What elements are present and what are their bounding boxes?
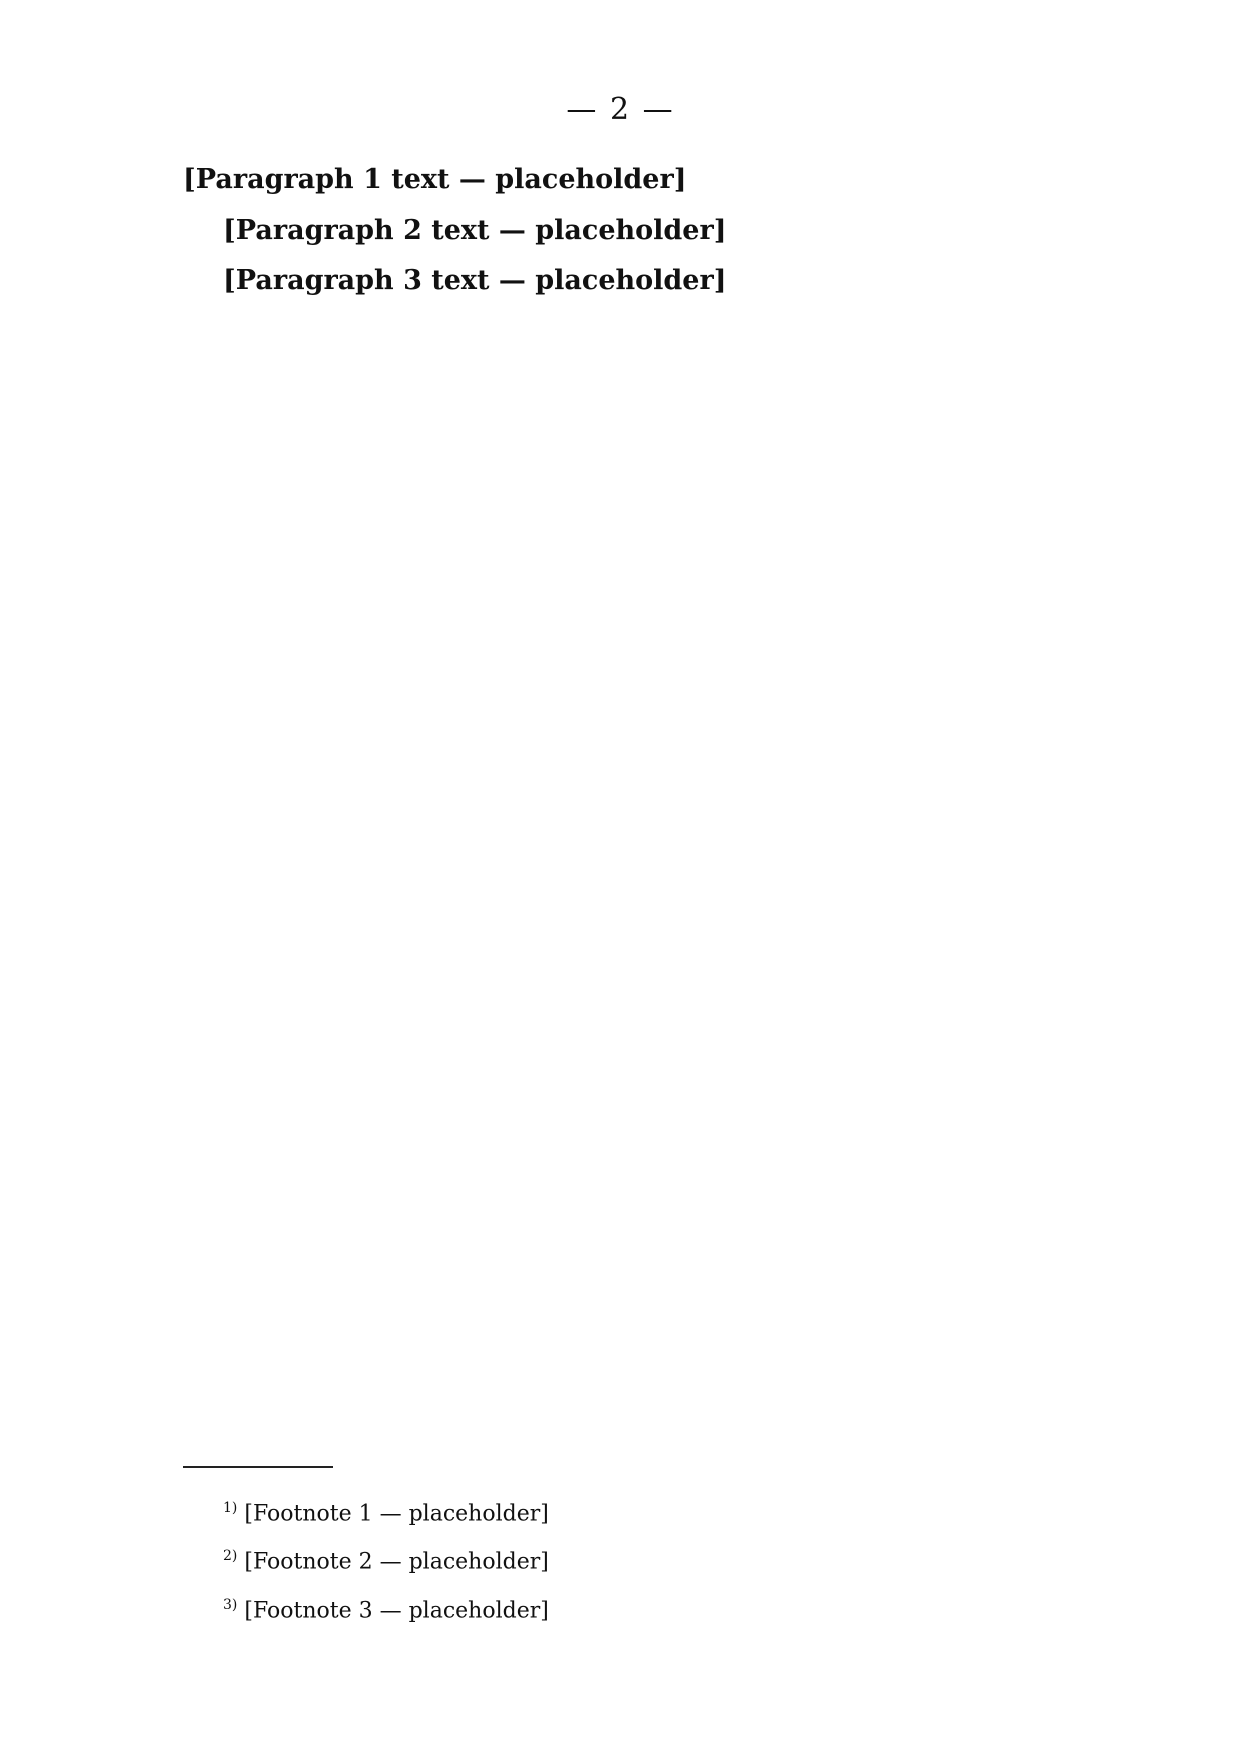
- paragraph-1: [Paragraph 1 text — placeholder]: [183, 164, 687, 195]
- body-text: [183, 160, 1065, 312]
- footnotes: [183, 1490, 1065, 1635]
- footnote-1-marker: 1): [223, 1500, 238, 1516]
- footnote-3-marker: 3): [223, 1596, 238, 1613]
- footnote-2-marker: 2): [223, 1548, 238, 1565]
- footnote-3-text: [Footnote 3 — placeholder]: [244, 1597, 549, 1623]
- footnote-2: [183, 1538, 1065, 1580]
- paragraph-3: [Paragraph 3 text — placeholder]: [223, 265, 727, 296]
- footnote-1-text: [Footnote 1 — placeholder]: [244, 1501, 549, 1527]
- paragraph-2: [Paragraph 2 text — placeholder]: [223, 214, 727, 246]
- footnote-divider: [183, 1466, 333, 1468]
- footnote-1: [183, 1490, 1065, 1532]
- footnote-3: [183, 1587, 1065, 1629]
- footnote-2-text: [Footnote 2 — placeholder]: [244, 1549, 549, 1575]
- page-number: — 2 —: [566, 92, 675, 127]
